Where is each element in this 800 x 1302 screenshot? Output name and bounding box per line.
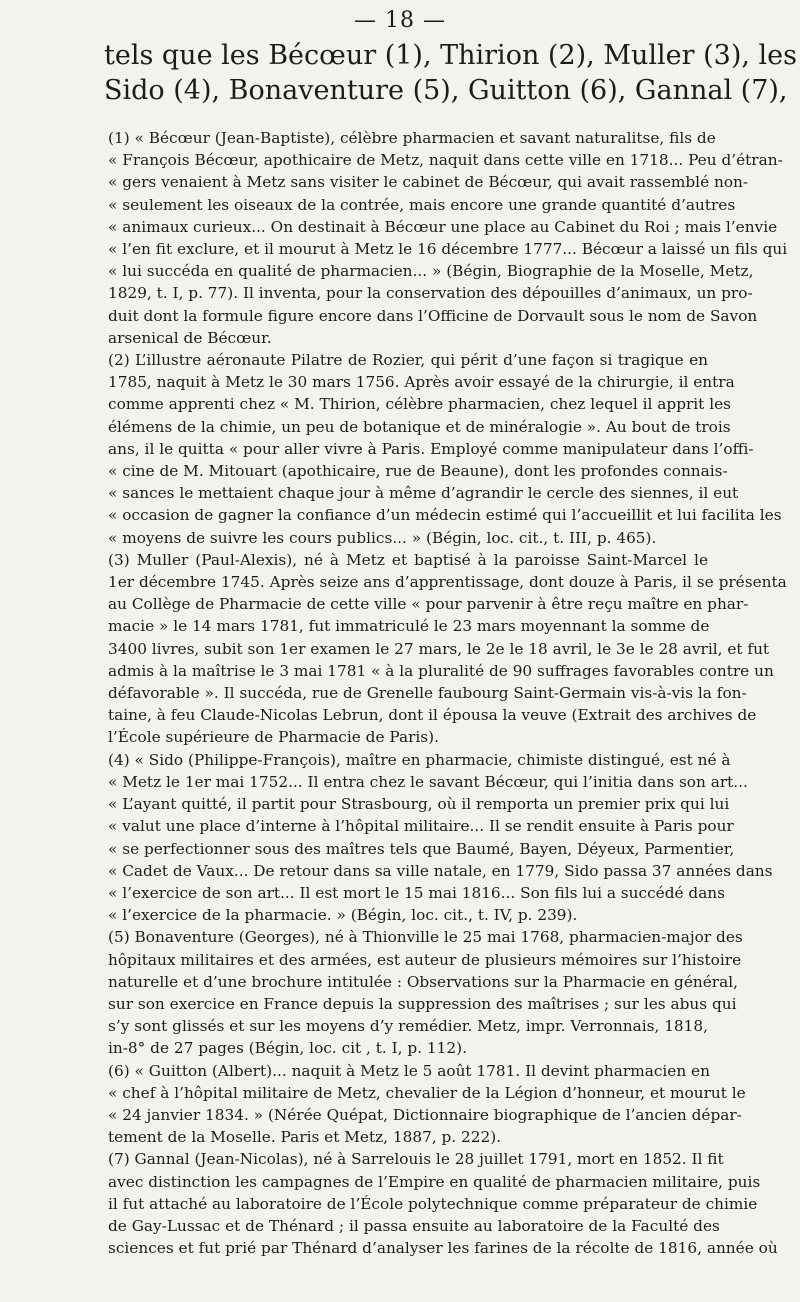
footnote-line: s’y sont glissés et sur les moyens d’y remédier. Metz, impr. Verronnais, 1818, (108, 1017, 708, 1036)
footnote-line: avec distinction les campagnes de l’Empire en qualité de pharmacien militaire, puis (108, 1172, 761, 1191)
footnote-line: comme apprenti chez « M. Thirion, célèbre pharmacien, chez lequel il apprit les (108, 395, 731, 414)
footnote-line: (3) Muller (Paul-Alexis), né à Metz et baptisé à la paroisse Saint-Marcel le (108, 550, 708, 569)
footnote-6 (108, 1060, 746, 1149)
footnote-line: au Collège de Pharmacie de cette ville « pour parvenir à être reçu maître en phar- (108, 595, 749, 614)
main-text (104, 38, 797, 108)
footnote-line: « gers venaient à Metz sans visiter le cabinet de Bécœur, qui avait rassemblé non- (108, 173, 749, 192)
footnote-line: hôpitaux militaires et des armées, est auteur de plusieurs mémoires sur l’histoire (108, 950, 742, 969)
footnote-line: (6) « Guitton (Albert)... naquit à Metz le 5 août 1781. Il devint pharmacien en (108, 1061, 710, 1080)
footnote-line: « l’exercice de la pharmacie. » (Bégin, loc. cit., t. IV, p. 239). (108, 906, 578, 925)
footnote-line: « François Bécœur, apothicaire de Metz, naquit dans cette ville en 1718... Peu d’étran- (108, 151, 783, 170)
footnote-line: « lui succéda en qualité de pharmacien... » (Bégin, Biographie de la Moselle, Metz, (108, 262, 754, 281)
main-text-line: Sido (4), Bonaventure (5), Guitton (6), Gannal (7), (104, 75, 788, 106)
footnote-line: tement de la Moselle. Paris et Metz, 1887, p. 222). (108, 1128, 502, 1147)
footnote-line: sciences et fut prié par Thénard d’analyser les farines de la récolte de 1816, année où (108, 1239, 778, 1258)
footnote-line: « moyens de suivre les cours publics... » (Bégin, loc. cit., t. III, p. 465). (108, 528, 657, 547)
footnote-line: « 24 janvier 1834. » (Nérée Quépat, Dictionnaire biographique de l’ancien dépar- (108, 1105, 742, 1124)
footnote-line: (2) L’illustre aéronaute Pilatre de Rozier, qui périt d’une façon si tragique en (108, 351, 708, 370)
footnote-line: « seulement les oiseaux de la contrée, mais encore une grande quantité d’autres (108, 195, 736, 214)
footnote-line: « se perfectionner sous des maîtres tels que Baumé, Bayen, Déyeux, Parmentier, (108, 839, 735, 858)
footnote-line: (4) « Sido (Philippe-François), maître en pharmacie, chimiste distingué, est né à (108, 750, 731, 769)
footnote-line: « L’ayant quitté, il partit pour Strasbourg, où il remporta un premier prix qui lui (108, 795, 730, 814)
footnote-line: élémens de la chimie, un peu de botanique et de minéralogie ». Au bout de trois (108, 417, 731, 436)
footnotes (108, 127, 788, 1259)
footnote-line: (7) Gannal (Jean-Nicolas), né à Sarrelouis le 28 juillet 1791, mort en 1852. Il fit (108, 1150, 724, 1169)
footnote-line: ans, il le quitta « pour aller vivre à Paris. Employé comme manipulateur dans l’offi- (108, 439, 754, 458)
footnote-line: 1785, naquit à Metz le 30 mars 1756. Après avoir essayé de la chirurgie, il entra (108, 373, 735, 392)
footnote-2 (108, 349, 782, 549)
footnote-line: « chef à l’hôpital militaire de Metz, chevalier de la Légion d’honneur, et mourut le (108, 1083, 746, 1102)
footnote-line: (5) Bonaventure (Georges), né à Thionville le 25 mai 1768, pharmacien-major des (108, 928, 743, 947)
footnote-7 (108, 1148, 778, 1259)
footnote-line: « Cadet de Vaux... De retour dans sa ville natale, en 1779, Sido passa 37 années dans (108, 861, 773, 880)
footnote-line: « animaux curieux... On destinait à Bécœur une place au Cabinet du Roi ; mais l’envie (108, 217, 778, 236)
footnote-line: 1829, t. I, p. 77). Il inventa, pour la conservation des dépouilles d’animaux, un pro- (108, 284, 753, 303)
footnote-line: duit dont la formule figure encore dans l’Officine de Dorvault sous le nom de Savon (108, 306, 758, 325)
footnote-line: il fut attaché au laboratoire de l’École polytechnique comme préparateur de chimie (108, 1194, 758, 1213)
footnote-5 (108, 926, 743, 1059)
footnote-3 (108, 549, 787, 749)
footnote-1 (108, 127, 788, 349)
main-text-line: tels que les Bécœur (1), Thirion (2), Muller (3), les (104, 40, 797, 71)
page-number: — 18 — (354, 8, 446, 33)
footnote-line: « l’exercice de son art... Il est mort le 15 mai 1816... Son fils lui a succédé dans (108, 883, 726, 902)
footnote-line: macie » le 14 mars 1781, fut immatriculé le 23 mars moyennant la somme de (108, 617, 710, 636)
footnote-line: « cine de M. Mitouart (apothicaire, rue de Beaune), dont les profondes connais- (108, 462, 728, 481)
footnote-line: l’École supérieure de Pharmacie de Paris). (108, 728, 439, 747)
footnote-line: défavorable ». Il succéda, rue de Grenelle faubourg Saint-Germain vis-à-vis la fon- (108, 684, 747, 703)
footnote-line: sur son exercice en France depuis la suppression des maîtrises ; sur les abus qui (108, 994, 737, 1013)
footnote-line: de Gay-Lussac et de Thénard ; il passa ensuite au laboratoire de la Faculté des (108, 1216, 720, 1235)
footnote-line: « l’en fit exclure, et il mourut à Metz le 16 décembre 1777... Bécœur a laissé un fils qui (108, 240, 788, 259)
footnote-line: 1er décembre 1745. Après seize ans d’apprentissage, dont douze à Paris, il se présenta (108, 573, 787, 592)
footnote-line: taine, à feu Claude-Nicolas Lebrun, dont il épousa la veuve (Extrait des archives de (108, 706, 757, 725)
footnote-line: « valut une place d’interne à l’hôpital militaire... Il se rendit ensuite à Paris pour (108, 817, 734, 836)
footnote-line: « sances le mettaient chaque jour à même d’agrandir le cercle des siennes, il eut (108, 484, 739, 503)
footnote-line: admis à la maîtrise le 3 mai 1781 « à la pluralité de 90 suffrages favorables contre un (108, 661, 774, 680)
footnote-4 (108, 749, 773, 927)
footnote-line: in-8° de 27 pages (Bégin, loc. cit , t. I, p. 112). (108, 1039, 467, 1058)
footnote-line: (1) « Bécœur (Jean-Baptiste), célèbre pharmacien et savant naturalitse, fils de (108, 129, 716, 147)
footnote-line: 3400 livres, subit son 1er examen le 27 mars, le 2e le 18 avril, le 3e le 28 avril, et fut (108, 639, 770, 658)
footnote-line: « Metz le 1er mai 1752... Il entra chez le savant Bécœur, qui l’initia dans son art... (108, 772, 748, 791)
footnote-line: arsenical de Bécœur. (108, 328, 272, 347)
footnote-line: « occasion de gagner la confiance d’un médecin estimé qui l’accueillit et lui facilita les (108, 506, 782, 525)
footnote-line: naturelle et d’une brochure intitulée : Observations sur la Pharmacie en général, (108, 972, 738, 991)
